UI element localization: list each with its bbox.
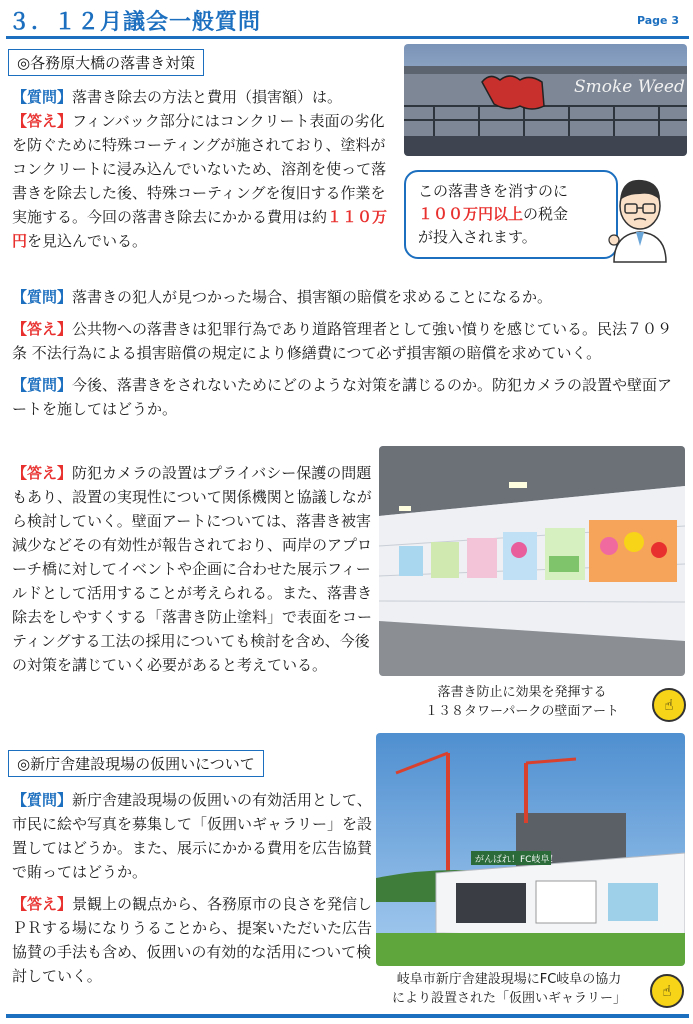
answer-text: 景観上の観点から、各務原市の良さを発信しＰＲする場になりうることから、提案いただいた広告協賛の手法も含め、仮囲いの有効的な活用について検討していく。 (12, 895, 373, 985)
construction-caption: 岐阜市新庁舎建設現場にFC岐阜の協力 により設置された「仮囲いギャラリー」 (391, 972, 626, 1006)
answer-text: フィンバック部分にはコンクリート表面の劣化を防ぐために特殊コーティングが施されており、塗料がコンクリートに浸み込んでいないため、溶剤を使って落書きを除去した後、特殊コーティングを復旧する作業を実施する。今回の落書き除去にかかる費用は約 (12, 112, 387, 226)
thumbs-up-icon: ☝ (650, 974, 684, 1008)
answer-tag: 【答え】 (12, 112, 73, 130)
thumbs-up-icon: ☝ (652, 688, 686, 722)
answer-text: 防犯カメラの設置はプライバシー保護の問題もあり、設置の実現性について関係機関と協議しながら検討していく。壁面アートについては、落書き被害減少などその有効性が報告されており、両岸のアプローチ橋に対してイベントや企画に合わせた展示フィールドとして活用することが考えられる。また、落書き除去をしやすくする「落書き防止塗料」で表面をコーティングする工法の採用についても検討を含め、今後の対策を講じていく必要があると考えている。 (12, 464, 373, 674)
qa-block-3 (12, 788, 374, 988)
fc-gifu-banner: がんばれ！FC岐阜！ (475, 855, 559, 865)
question-text: 落書きの犯人が見つかった場合、損害額の賠償を求めることになるか。 (72, 288, 553, 306)
section-heading-graffiti: ◎各務原大橋の落書き対策 (8, 49, 204, 76)
section-heading-fence: ◎新庁舎建設現場の仮囲いについて (8, 750, 264, 777)
question-tag: 【質問】 (12, 88, 73, 106)
qa-block-2 (12, 285, 684, 421)
question-text: 落書き除去の方法と費用（損害額）は。 (72, 88, 343, 106)
question-text: 新庁舎建設現場の仮囲いの有効活用として、市民に絵や写真を募集して「仮囲いギャラリー」を設置してはどうか。また、展示にかかる費用を広告協賛で賄ってはどうか。 (12, 791, 373, 881)
answer-text: 公共物への落書きは犯罪行為であり道路管理者として強い憤りを感じている。民法７０９条 不法行為による損害賠償の規定により修繕費につて必ず損害額の賠償を求めていく。 (12, 320, 673, 362)
answer-1 (12, 109, 392, 253)
page-number: Page 3 (636, 14, 679, 27)
bridge-graffiti-illustration (404, 44, 687, 156)
qa-block-1 (12, 85, 392, 253)
bubble-line-2: １００万円以上の税金 (418, 205, 569, 223)
construction-site-photo (376, 733, 685, 966)
question-tag: 【質問】 (12, 288, 73, 306)
page-title: ３．１２月議会一般質問 (8, 10, 262, 35)
answer-text-end: を見込んでいる。 (27, 232, 148, 250)
answer-4 (12, 892, 374, 988)
bubble-highlight: １００万円以上 (418, 205, 524, 223)
answer-2 (12, 317, 684, 365)
question-text: 今後、落書きをされないためにどのような対策を講じるのか。防犯カメラの設置や壁面アートを施してはどうか。 (12, 376, 673, 418)
wall-art-caption: 落書き防止に効果を発揮する １３８タワーパークの壁面アート (425, 685, 619, 719)
speech-bubble (404, 170, 618, 259)
question-3 (12, 373, 684, 421)
bubble-line-3: が投入されます。 (418, 228, 537, 246)
bubble-line-1: この落書きを消すのに (418, 182, 569, 200)
wall-art-photo (379, 446, 685, 676)
title-rule (6, 36, 689, 39)
bridge-graffiti-photo (404, 44, 687, 156)
answer-tag: 【答え】 (12, 320, 73, 338)
question-1 (12, 85, 392, 109)
cost-highlight: １１０万円 (12, 208, 388, 250)
question-tag: 【質問】 (12, 791, 73, 809)
answer-tag: 【答え】 (12, 464, 73, 482)
answer-tag: 【答え】 (12, 895, 73, 913)
question-tag: 【質問】 (12, 376, 73, 394)
answer-3 (12, 461, 374, 677)
bottom-rule (6, 1014, 689, 1018)
man-character-icon (600, 170, 680, 265)
question-2 (12, 285, 684, 309)
graffiti-text: Smoke Weed (574, 77, 685, 97)
question-4 (12, 788, 374, 884)
